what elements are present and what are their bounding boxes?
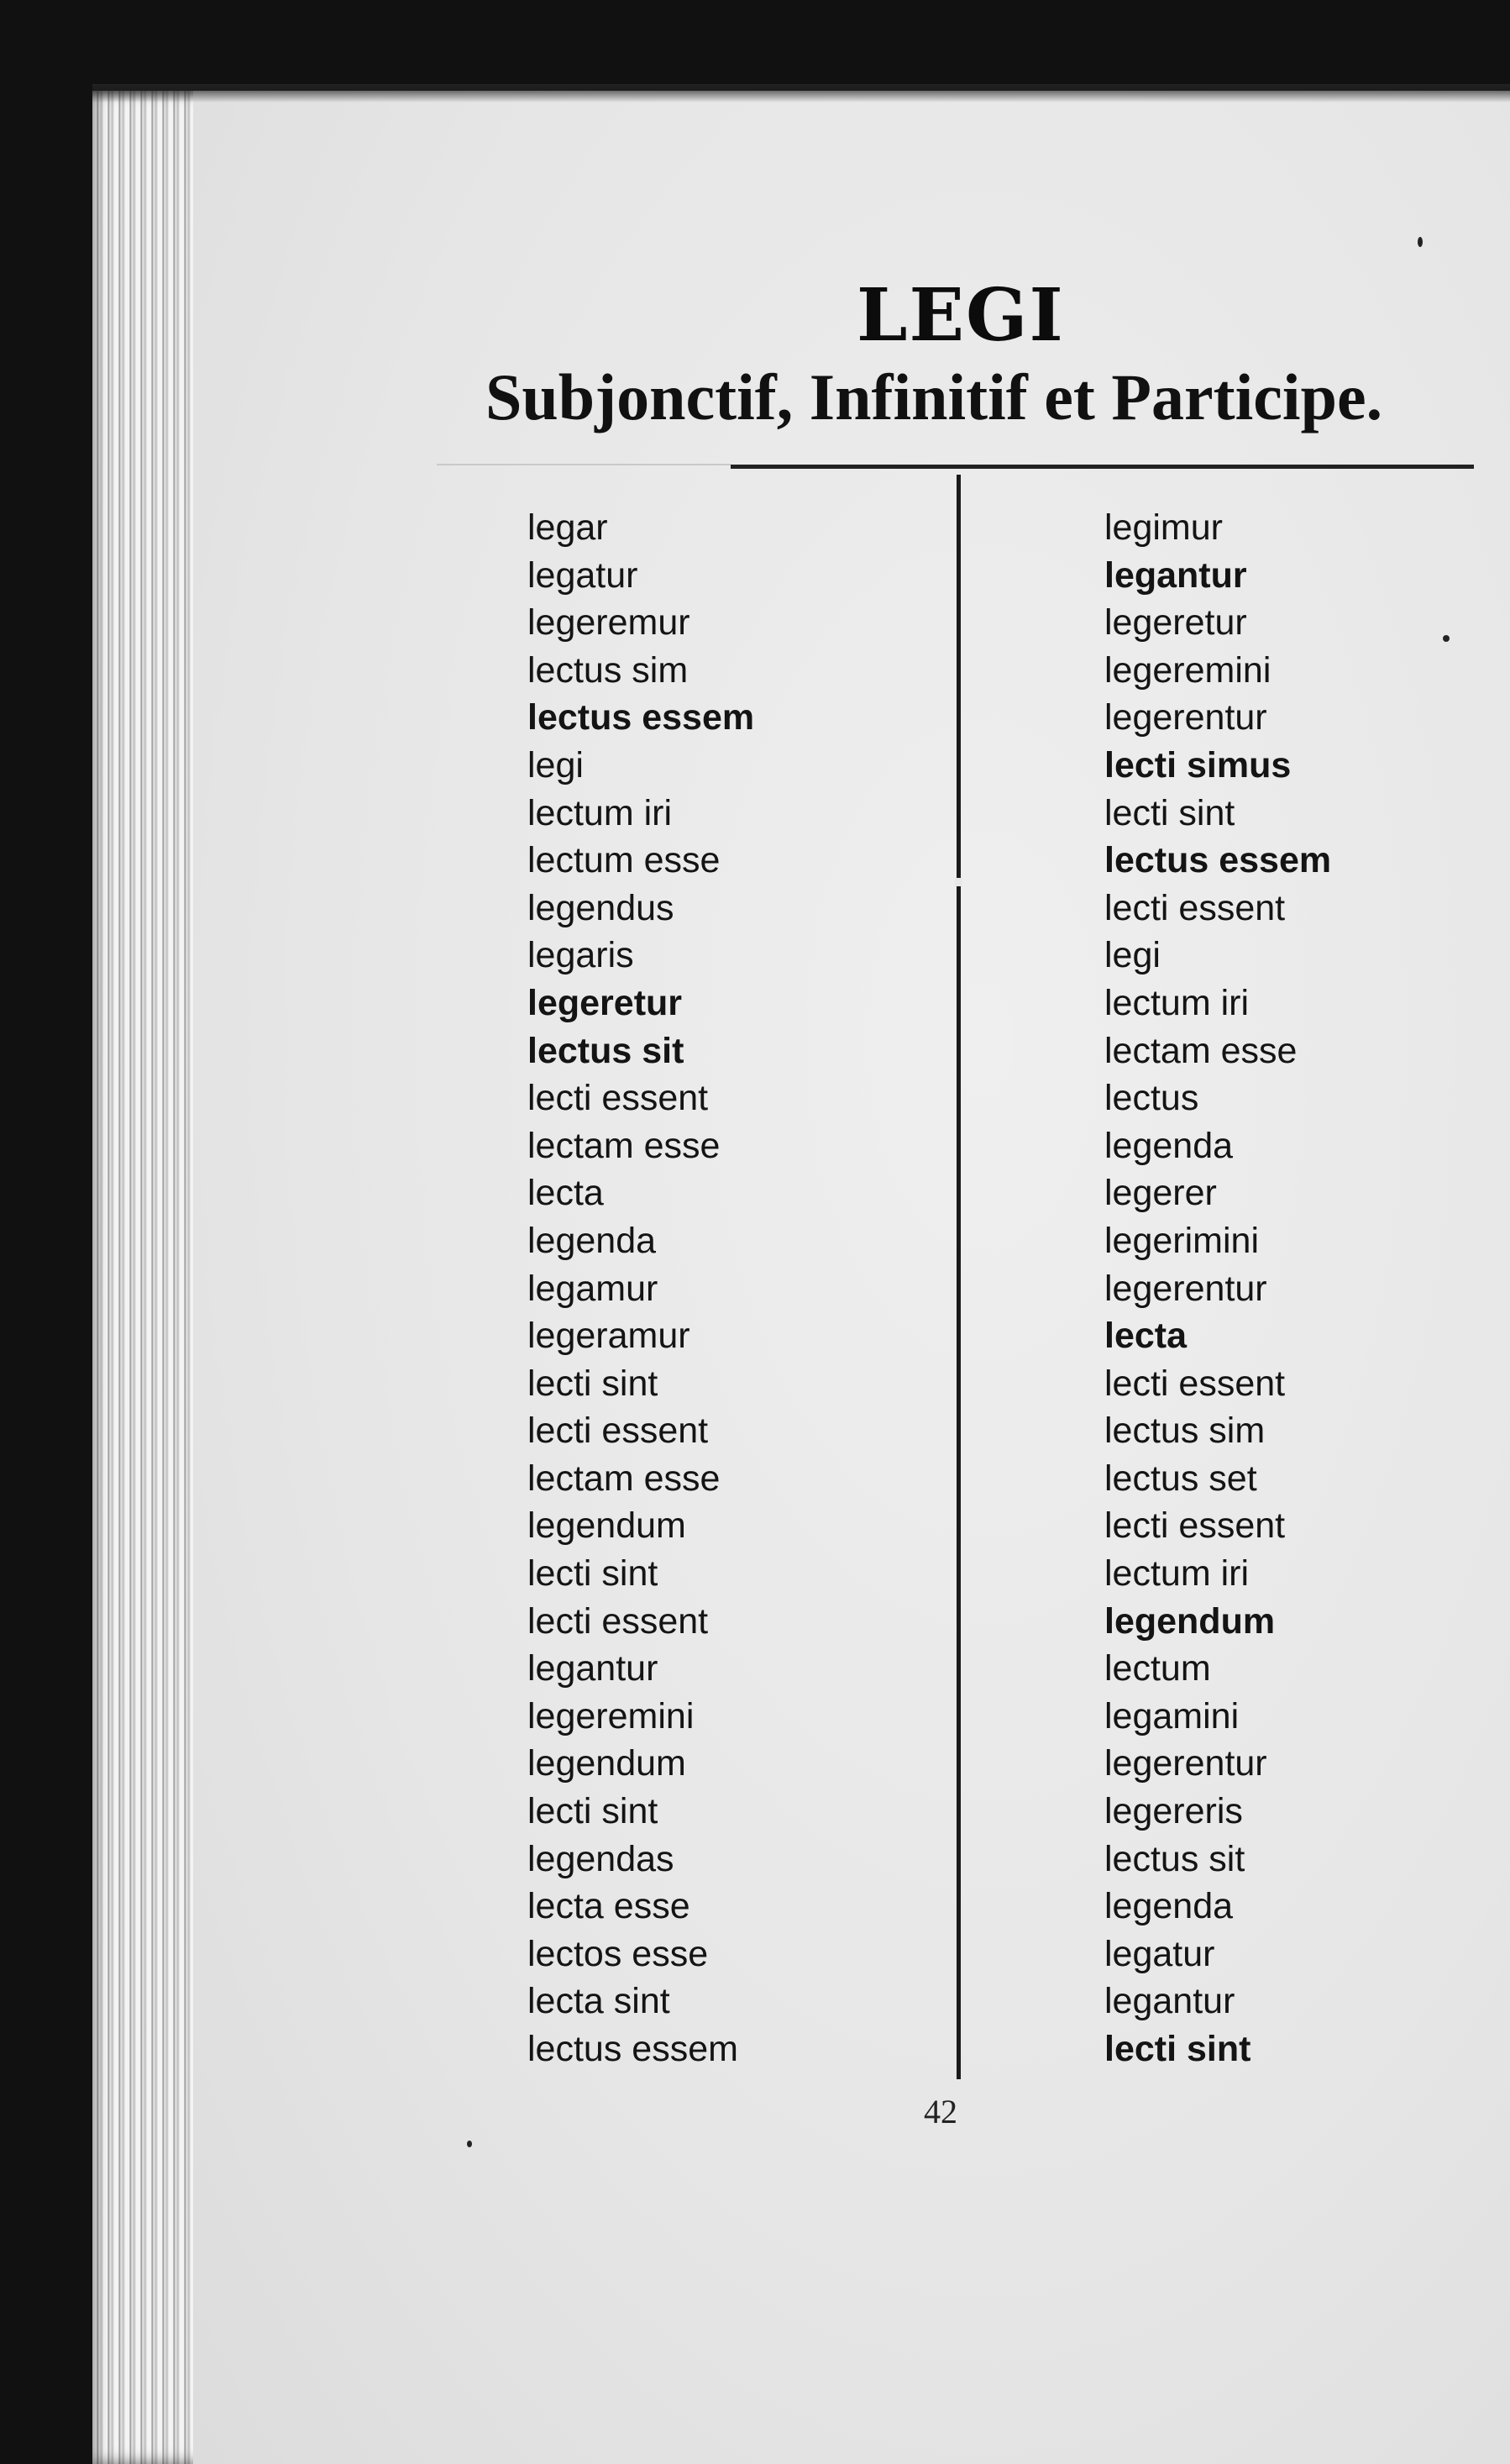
word-entry: lecti sint bbox=[1104, 2029, 1251, 2069]
word-entry: legar bbox=[527, 507, 608, 548]
word-entry: lectum iri bbox=[1104, 982, 1250, 1023]
page-top-shadow bbox=[92, 84, 1510, 102]
column-divider bbox=[957, 475, 961, 2079]
word-entry: legereris bbox=[1104, 1791, 1243, 1832]
page-title: LEGI bbox=[857, 273, 1065, 358]
word-entry: legamur bbox=[527, 1268, 658, 1309]
word-entry: legi bbox=[527, 744, 584, 785]
word-entry: legerimini bbox=[1104, 1220, 1260, 1261]
word-entry: lecti essent bbox=[1104, 1505, 1286, 1547]
word-entry: legerer bbox=[1104, 1173, 1217, 1214]
header-rule bbox=[731, 465, 1474, 469]
word-entry: legantur bbox=[1104, 1981, 1235, 2022]
word-entry: lectum bbox=[1104, 1648, 1211, 1689]
word-entry: lectum iri bbox=[1104, 1553, 1250, 1595]
word-entry: lecti essent bbox=[527, 1078, 709, 1119]
left-word-column bbox=[527, 504, 754, 2073]
word-entry: lectus sit bbox=[1104, 1838, 1245, 1879]
word-entry: legendus bbox=[527, 887, 674, 928]
book-page-edges bbox=[92, 91, 210, 2464]
word-entry: lecta bbox=[527, 1173, 604, 1214]
word-entry: legatur bbox=[527, 554, 638, 596]
word-entry: legeretur bbox=[1104, 602, 1247, 644]
word-entry: legatur bbox=[1104, 1933, 1215, 1974]
word-entry: legeremur bbox=[527, 602, 690, 644]
word-entry: lectus sim bbox=[1104, 1411, 1266, 1452]
right-word-column bbox=[1104, 504, 1331, 2073]
word-entry: lectus sit bbox=[527, 1030, 684, 1071]
word-entry: legeretur bbox=[527, 982, 683, 1023]
word-entry: legendas bbox=[527, 1838, 674, 1879]
header-rule-faint bbox=[437, 464, 731, 465]
word-entry: lecta esse bbox=[527, 1886, 690, 1927]
word-entry: legenda bbox=[527, 1220, 657, 1261]
word-entry: legantur bbox=[527, 1648, 658, 1689]
word-entry: lectam esse bbox=[527, 1125, 721, 1166]
page-number: 42 bbox=[924, 2093, 957, 2130]
word-entry: legeremini bbox=[1104, 649, 1271, 691]
word-entry: lecti essent bbox=[527, 1411, 709, 1452]
word-entry: legerentur bbox=[1104, 697, 1267, 738]
word-entry: lecti essent bbox=[527, 1600, 709, 1642]
word-entry: lecti sint bbox=[527, 1363, 658, 1404]
word-entry: lecti essent bbox=[1104, 1363, 1286, 1404]
word-entry: lecti simus bbox=[1104, 744, 1292, 785]
word-entry: legi bbox=[1104, 935, 1161, 976]
word-entry: legendum bbox=[527, 1505, 686, 1547]
word-entry: lectam esse bbox=[527, 1458, 721, 1499]
word-entry: legenda bbox=[1104, 1125, 1234, 1166]
word-entry: lecta bbox=[1104, 1316, 1188, 1357]
word-entry: legimur bbox=[1104, 507, 1223, 548]
word-entry: lectus essem bbox=[1104, 840, 1332, 881]
word-entry: lectus bbox=[1104, 1078, 1199, 1119]
word-entry: legerentur bbox=[1104, 1743, 1267, 1784]
word-entry: lectum esse bbox=[527, 840, 721, 881]
word-entry: legamini bbox=[1104, 1695, 1240, 1736]
word-entry: lecti essent bbox=[1104, 887, 1286, 928]
word-entry: legenda bbox=[1104, 1886, 1234, 1927]
word-entry: legerentur bbox=[1104, 1268, 1267, 1309]
word-entry: legantur bbox=[1104, 554, 1247, 596]
word-entry: lectus essem bbox=[527, 2029, 738, 2069]
word-entry: lectus sim bbox=[527, 649, 689, 691]
word-entry: lectam esse bbox=[1104, 1030, 1298, 1071]
word-entry: legendum bbox=[527, 1743, 686, 1784]
word-entry: legaris bbox=[527, 935, 634, 976]
ink-speck bbox=[467, 2141, 472, 2147]
word-entry: lecti sint bbox=[527, 1553, 658, 1595]
word-entry: legendum bbox=[1104, 1600, 1276, 1642]
word-entry: lectos esse bbox=[527, 1933, 709, 1974]
word-entry: lecti sint bbox=[527, 1791, 658, 1832]
word-entry: lecta sint bbox=[527, 1981, 670, 2022]
column-divider-gap bbox=[955, 878, 962, 886]
ink-speck bbox=[1443, 635, 1450, 642]
ink-speck bbox=[1418, 237, 1423, 247]
word-entry: lectus essem bbox=[527, 697, 755, 738]
word-entry: lectum iri bbox=[527, 792, 673, 833]
page-subtitle: Subjonctif, Infinitif et Participe. bbox=[485, 360, 1383, 433]
word-entry: legeramur bbox=[527, 1316, 690, 1357]
word-entry: legeremini bbox=[527, 1695, 695, 1736]
word-entry: lecti sint bbox=[1104, 792, 1235, 833]
word-entry: lectus set bbox=[1104, 1458, 1257, 1499]
